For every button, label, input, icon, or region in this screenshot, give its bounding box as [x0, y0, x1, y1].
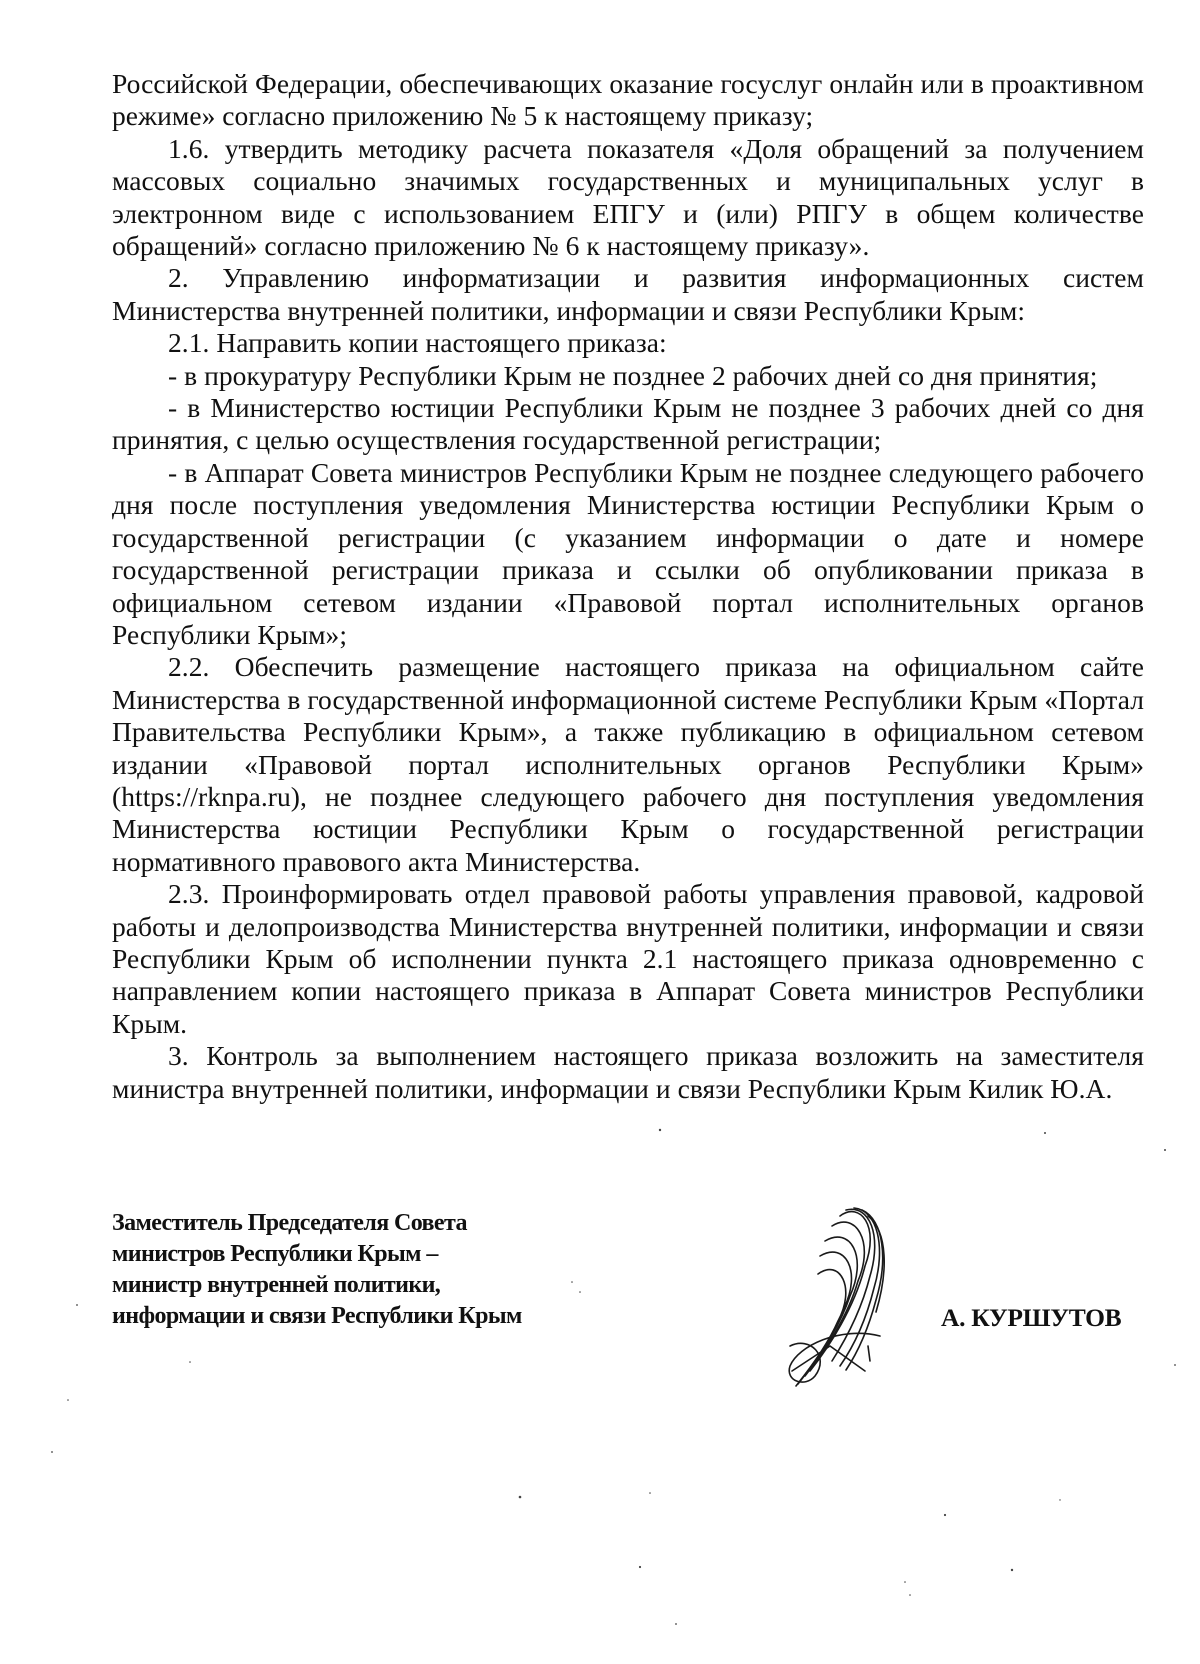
paragraph-3: 3. Контроль за выполнением настоящего приказа возложить на заместителя министра внутренней политики, информации и связи Республики Крым Килик Ю.А.	[112, 1040, 1144, 1104]
paragraph-2-3: 2.3. Проинформировать отдел правовой работы управления правовой, кадровой работы и делопроизводства Министерства внутренней политики, информации и связи Республики Крым об исполнении пункта 2.1 настоящего приказа одновременно с направлением копии настоящего приказа в Аппарат Совета министров Республики Крым.	[112, 878, 1144, 1039]
signatory-title	[112, 1208, 612, 1332]
handwritten-signature-icon	[770, 1196, 920, 1396]
paragraph-2: 2. Управлению информатизации и развития информационных систем Министерства внутренней политики, информации и связи Республики Крым:	[112, 262, 1144, 326]
signatory-name: А. КУРШУТОВ	[941, 1303, 1122, 1332]
paragraph-2-1-item-ministry-justice: - в Министерство юстиции Республики Крым не позднее 3 рабочих дней со дня принятия, с целью осуществления государственной регистрации;	[112, 392, 1144, 456]
paragraph-2-1-item-apparatus: - в Аппарат Совета министров Республики Крым не позднее следующего рабочего дня после поступления уведомления Министерства юстиции Республики Крым о государственной регистрации (с указанием информации о дате и номере государственной регистрации приказа и ссылки об опубликовании приказа в официальном сетевом издании «Правовой портал исполнительных органов Республики Крым»;	[112, 456, 1144, 650]
paragraph-1-6: 1.6. утвердить методику расчета показателя «Доля обращений за получением массовых социально значимых государственных и муниципальных услуг в электронном виде с использованием ЕПГУ и (или) РПГУ в общем количестве обращений» согласно приложению № 6 к настоящему приказу».	[112, 132, 1144, 262]
paragraph-2-1-item-prosecutor: - в прокуратуру Республики Крым не позднее 2 рабочих дней со дня принятия;	[168, 359, 1098, 391]
paragraph-2-1: 2.1. Направить копии настоящего приказа:	[168, 327, 667, 359]
paragraph-continuation: Российской Федерации, обеспечивающих оказание госуслуг онлайн или в проактивном режиме» согласно приложению № 5 к настоящему приказу;	[112, 68, 1144, 132]
signatory-title-line: информации и связи Республики Крым	[112, 1303, 522, 1329]
signatory-title-line: Заместитель Председателя Совета	[112, 1210, 467, 1236]
paragraph-2-2: 2.2. Обеспечить размещение настоящего приказа на официальном сайте Министерства в государственной информационной системе Республики Крым «Портал Правительства Республики Крым», а также публикацию в официальном сетевом издании «Правовой портал исполнительных органов Республики Крым» (https://rknpa.ru), не позднее следующего рабочего дня поступления уведомления Министерства юстиции Республики Крым о государственной регистрации нормативного правового акта Министерства.	[112, 651, 1144, 877]
signatory-title-line: министров Республики Крым –	[112, 1241, 438, 1267]
document-body	[112, 68, 1144, 1105]
signatory-title-line: министр внутренней политики,	[112, 1272, 441, 1298]
